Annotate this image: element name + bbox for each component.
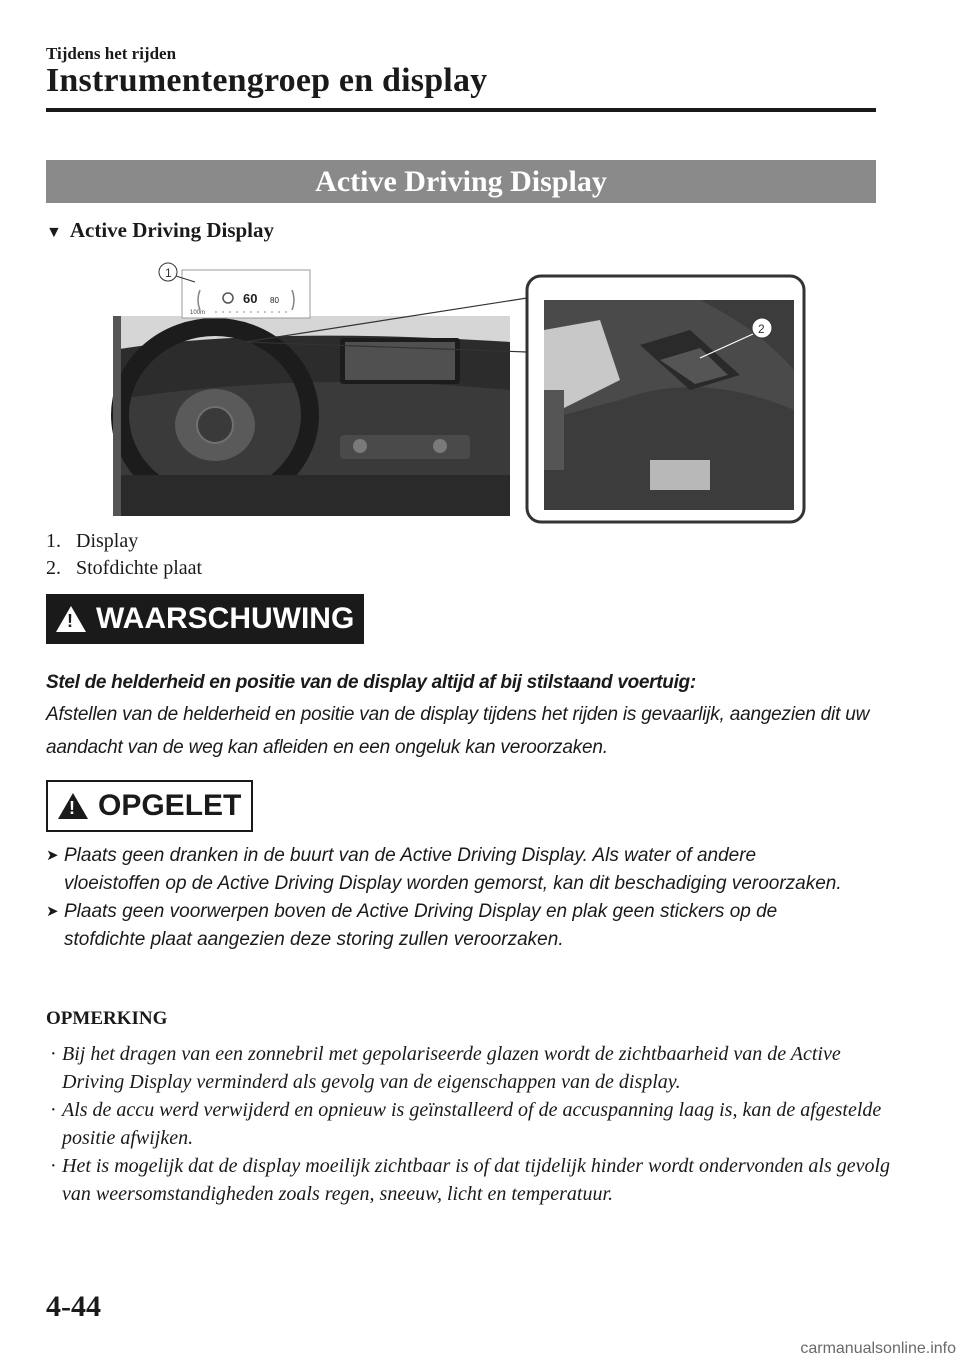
note-item-text: Als de accu werd verwijderd en opnieuw is geïnstalleerd of de accuspanning laag is, kan de afgestelde positie afwijken. xyxy=(62,1099,882,1149)
legend-label: Display xyxy=(76,530,139,552)
caution-badge xyxy=(46,780,253,832)
note-list xyxy=(46,1040,896,1208)
bullet-dot-icon: · xyxy=(50,1043,57,1065)
hud-speed: 60 xyxy=(243,291,258,306)
subheading-text: Active Driving Display xyxy=(69,218,274,242)
arrow-right-icon: ➤ xyxy=(46,903,59,920)
warning-body: Afstellen van de helderheid en positie van de display tijdens het rijden is gevaarlijk, aangezien dit uw aandacht van de weg kan afleiden en een ongeluk kan veroorzaken. xyxy=(46,704,870,758)
chapter-title: Instrumentengroep en display xyxy=(46,62,488,99)
caution-item-text: Plaats geen dranken in de buurt van de Active Driving Display. Als water of andere vloeistoffen op de Active Driving Display worden gemorst, kan dit beschadiging veroorzaken. xyxy=(64,845,842,894)
cockpit-image xyxy=(113,316,510,516)
figure-illustration xyxy=(0,250,960,540)
note-item-text: Bij het dragen van een zonnebril met gepolariseerde glazen wordt de zichtbaarheid van de Active Driving Display verminderd als gevolg van de eigenschappen van de display. xyxy=(62,1043,841,1093)
caution-item xyxy=(46,898,846,954)
legend-number: 2. xyxy=(46,557,61,579)
warning-heading: Stel de helderheid en positie van de display altijd af bij stilstaand voertuig: xyxy=(46,672,696,693)
warning-triangle-icon xyxy=(56,606,86,632)
callout-number-2: 2 xyxy=(758,322,765,336)
detail-image xyxy=(527,276,804,522)
legend-number: 1. xyxy=(46,530,61,552)
warning-badge xyxy=(46,594,364,644)
section-title: Active Driving Display xyxy=(46,160,876,203)
bullet-dot-icon: · xyxy=(50,1099,57,1121)
triangle-down-icon: ▼ xyxy=(46,224,62,241)
subheading xyxy=(46,218,274,243)
legend-item xyxy=(46,530,138,553)
page-number: 4-44 xyxy=(46,1290,101,1323)
legend-label: Stofdichte plaat xyxy=(76,557,203,579)
note-item xyxy=(46,1040,896,1096)
caution-triangle-icon xyxy=(58,793,88,819)
caution-list xyxy=(46,842,846,954)
legend-item xyxy=(46,557,202,580)
hud-limit: 80 xyxy=(270,296,279,305)
arrow-right-icon: ➤ xyxy=(46,847,59,864)
hud-display xyxy=(182,270,310,318)
bullet-dot-icon: · xyxy=(50,1155,57,1177)
note-heading: OPMERKING xyxy=(46,1008,168,1029)
note-item xyxy=(46,1152,896,1208)
caution-badge-text: OPGELET xyxy=(98,789,242,822)
warning-badge-text: WAARSCHUWING xyxy=(96,602,355,635)
caution-item xyxy=(46,842,846,898)
caution-item-text: Plaats geen voorwerpen boven de Active Driving Display en plak geen stickers op de stofdichte plaat aangezien deze storing zullen veroorzaken. xyxy=(64,901,778,950)
running-head: Tijdens het rijden xyxy=(46,44,177,63)
hud-distance: 100m xyxy=(190,310,206,316)
header-rule xyxy=(46,108,876,112)
callout-number-1: 1 xyxy=(165,266,172,280)
note-item-text: Het is mogelijk dat de display moeilijk zichtbaar is of dat tijdelijk hinder wordt ondervonden als gevolg van weersomstandigheden zoals regen, sneeuw, licht en temperatuur. xyxy=(62,1155,891,1205)
note-item xyxy=(46,1096,896,1152)
watermark: carmanualsonline.info xyxy=(800,1340,956,1357)
